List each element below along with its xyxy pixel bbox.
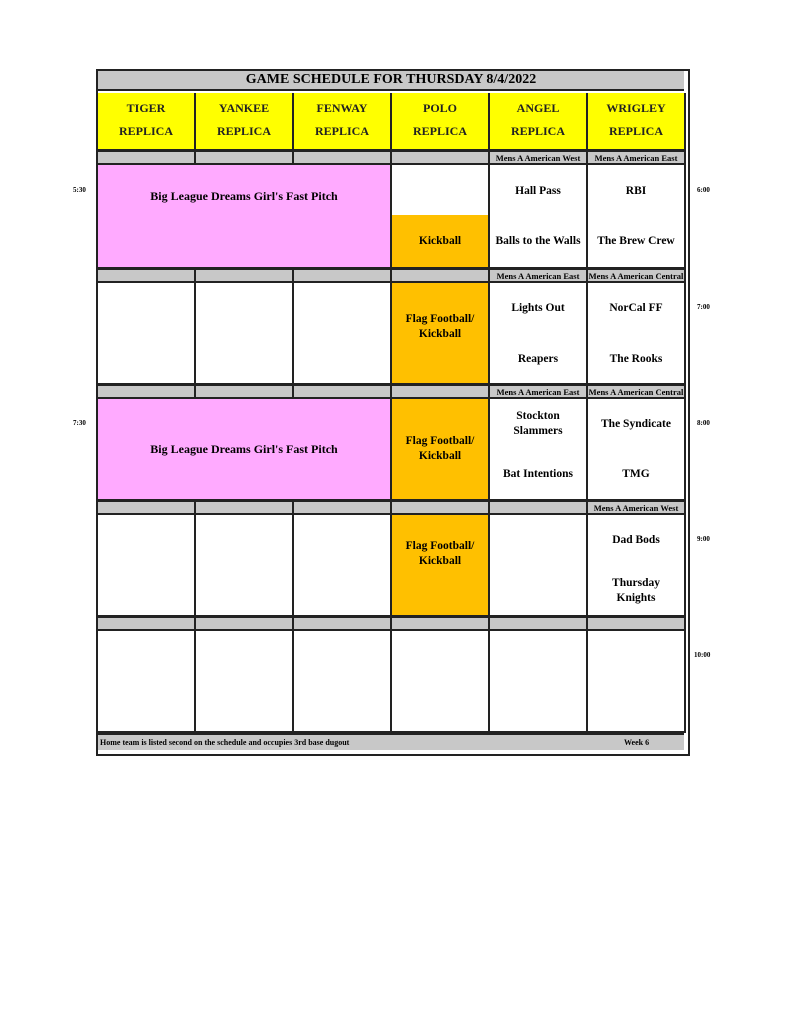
empty-cell (294, 283, 392, 385)
away-team: The Syndicate (601, 418, 671, 430)
field-header-fenway (294, 93, 392, 151)
separator-cell (294, 617, 392, 631)
home-team: The Brew Crew (597, 235, 675, 247)
separator-cell (98, 501, 196, 515)
separator-cell (98, 385, 196, 399)
field-sub: REPLICA (314, 124, 369, 138)
separator-cell (294, 385, 392, 399)
game-cell-angel (490, 283, 588, 385)
empty-cell (98, 631, 196, 733)
field-name: YANKEE (218, 101, 270, 115)
separator-cell (392, 617, 490, 631)
right-time-label: 9:00 (697, 535, 710, 543)
division-label-angel: Mens A American East (490, 269, 588, 283)
division-label-wrigley: Mens A American Central (588, 269, 686, 283)
empty-cell (98, 515, 196, 617)
field-header-angel (490, 93, 588, 151)
game-cell-angel (490, 165, 588, 269)
empty-cell (294, 631, 392, 733)
polo-event: Flag Football/ Kickball (392, 283, 490, 385)
field-sub: REPLICA (216, 124, 271, 138)
right-time-label: 10:00 (694, 651, 711, 659)
home-team: Thursday Knights (612, 577, 660, 604)
separator-cell (588, 617, 686, 631)
away-team: RBI (625, 185, 647, 197)
footer-note: Home team is listed second on the schedule and occupies 3rd base dugout (100, 738, 350, 747)
week-label: Week 6 (624, 738, 650, 747)
away-team: NorCal FF (609, 302, 663, 314)
empty-cell (392, 165, 490, 215)
empty-cell (196, 283, 294, 385)
field-header-yankee (196, 93, 294, 151)
division-label-angel: Mens A American East (490, 385, 588, 399)
home-team: The Rooks (609, 353, 663, 365)
polo-event: Kickball (392, 215, 490, 269)
schedule-title: GAME SCHEDULE FOR THURSDAY 8/4/2022 (98, 71, 684, 91)
empty-cell (490, 515, 588, 617)
field-sub: REPLICA (608, 124, 663, 138)
separator-cell (490, 617, 588, 631)
separator-cell (98, 617, 196, 631)
field-name: POLO (422, 101, 457, 115)
polo-event: Flag Football/ Kickball (392, 515, 490, 617)
field-header-tiger (98, 93, 196, 151)
away-team: Hall Pass (515, 185, 561, 197)
separator-cell (490, 501, 588, 515)
polo-event: Flag Football/ Kickball (392, 399, 490, 501)
home-team: Balls to the Walls (495, 235, 581, 247)
away-team: Dad Bods (612, 534, 660, 546)
empty-cell (588, 631, 686, 733)
empty-cell (392, 631, 490, 733)
separator-cell (392, 269, 490, 283)
home-team: Reapers (517, 353, 559, 365)
separator-cell (196, 501, 294, 515)
left-time-label: 7:30 (73, 419, 86, 427)
left-time-label: 5:30 (73, 186, 86, 194)
separator-cell (294, 151, 392, 165)
game-cell-wrigley (588, 399, 686, 501)
schedule-footer (98, 733, 684, 750)
game-cell-wrigley (588, 515, 686, 617)
separator-cell (392, 501, 490, 515)
empty-cell (98, 283, 196, 385)
separator-cell (98, 269, 196, 283)
field-sub: REPLICA (510, 124, 565, 138)
game-cell-wrigley (588, 165, 686, 269)
game-cell-wrigley (588, 283, 686, 385)
game-cell-angel (490, 399, 588, 501)
home-team: Bat Intentions (503, 468, 573, 480)
separator-cell (196, 269, 294, 283)
merged-event-fast-pitch: Big League Dreams Girl's Fast Pitch (98, 399, 392, 501)
field-sub: REPLICA (118, 124, 173, 138)
separator-cell (392, 151, 490, 165)
division-label-wrigley: Mens A American Central (588, 385, 686, 399)
separator-cell (196, 151, 294, 165)
empty-cell (196, 515, 294, 617)
merged-event-fast-pitch: Big League Dreams Girl's Fast Pitch (98, 165, 392, 269)
right-time-label: 6:00 (697, 186, 710, 194)
separator-cell (294, 269, 392, 283)
division-label-angel: Mens A American West (490, 151, 588, 165)
field-sub: REPLICA (412, 124, 467, 138)
schedule-table (96, 69, 690, 756)
separator-cell (196, 617, 294, 631)
field-header-wrigley (588, 93, 686, 151)
away-team: Stockton Slammers (513, 410, 563, 437)
separator-cell (98, 151, 196, 165)
field-name: TIGER (126, 101, 166, 115)
division-label-wrigley: Mens A American East (588, 151, 686, 165)
field-name: WRIGLEY (606, 101, 666, 115)
separator-cell (392, 385, 490, 399)
field-name: FENWAY (316, 101, 368, 115)
right-time-label: 8:00 (697, 419, 710, 427)
empty-cell (294, 515, 392, 617)
field-name: ANGEL (516, 101, 560, 115)
division-label-wrigley: Mens A American West (588, 501, 686, 515)
field-header-polo (392, 93, 490, 151)
away-team: Lights Out (511, 302, 565, 314)
home-team: TMG (622, 468, 650, 480)
separator-cell (196, 385, 294, 399)
empty-cell (490, 631, 588, 733)
empty-cell (196, 631, 294, 733)
separator-cell (294, 501, 392, 515)
right-time-label: 7:00 (697, 303, 710, 311)
